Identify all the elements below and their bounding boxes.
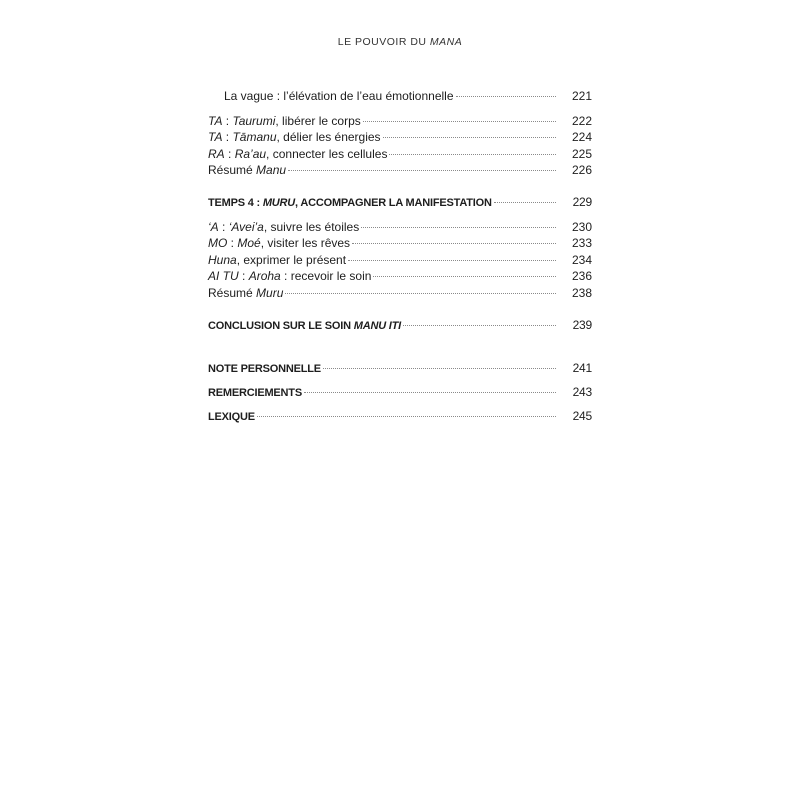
toc-label-italic-2: Taurumi — [232, 113, 276, 128]
toc-label — [208, 162, 286, 179]
toc-label — [208, 219, 359, 236]
toc-label: REMERCIEMENTS — [208, 387, 302, 400]
toc-label-italic-2: ‘Avei’a — [228, 219, 264, 234]
toc-page-number: 243 — [572, 385, 592, 400]
toc-label-rest: , connecter les cellules — [266, 146, 388, 161]
toc-label-rest: , libérer le corps — [275, 113, 361, 128]
toc-label-sep: : — [218, 219, 229, 234]
toc-label — [208, 268, 371, 285]
dot-leader — [304, 392, 556, 393]
toc-entry-note-personnelle — [208, 356, 592, 380]
toc-page-number: 236 — [571, 269, 592, 284]
running-head-prefix: LE POUVOIR DU — [337, 36, 430, 48]
toc-label — [208, 235, 350, 252]
toc-page-number: 239 — [572, 317, 592, 332]
table-of-contents — [208, 88, 592, 428]
dot-leader — [361, 227, 556, 228]
toc-entry-temps-4 — [208, 194, 592, 211]
dot-leader — [456, 96, 557, 97]
dot-leader — [285, 293, 556, 294]
toc-page-number: 226 — [571, 163, 592, 178]
toc-page-number: 229 — [572, 194, 592, 209]
toc-label-italic-2: Ra’au — [234, 146, 267, 161]
toc-label-pre: CONCLUSION SUR LE SOIN — [208, 319, 354, 332]
toc-label: La vague : l’élévation de l’eau émotionnelle — [224, 89, 454, 103]
toc-page-number: 238 — [571, 285, 592, 300]
toc-label-rest: : recevoir le soin — [280, 269, 372, 284]
toc-label: NOTE PERSONNELLE — [208, 363, 321, 376]
running-head — [0, 36, 800, 48]
toc-page-number: 225 — [571, 146, 592, 161]
toc-label-sep: : — [222, 130, 233, 145]
toc-label-italic-2: Aroha — [248, 269, 281, 284]
dot-leader — [373, 276, 556, 277]
toc-label — [208, 285, 283, 302]
toc-label-sep: : — [222, 113, 233, 128]
toc-label-italic: Huna — [208, 252, 237, 267]
toc-label-rest: , délier les énergies — [276, 130, 381, 145]
dot-leader — [323, 368, 556, 369]
dot-leader — [403, 325, 556, 326]
toc-label-sep: : — [238, 269, 249, 284]
toc-label-italic: Manu — [256, 163, 287, 178]
toc-entry-remerciements — [208, 380, 592, 404]
toc-page-number: 234 — [571, 252, 592, 267]
toc-entry-mo-moe — [208, 235, 592, 252]
toc-page-number: 233 — [571, 236, 592, 251]
toc-label-italic: TA — [208, 113, 223, 128]
toc-label-italic: TA — [208, 130, 223, 145]
toc-entry-ta-taurumi — [208, 113, 592, 130]
toc-label: LEXIQUE — [208, 411, 255, 424]
toc-page-number: 230 — [571, 219, 592, 234]
toc-label — [208, 113, 361, 130]
toc-label-italic: Muru — [256, 285, 284, 300]
toc-entry-ai-tu-aroha — [208, 268, 592, 285]
toc-label-sep: : — [227, 236, 238, 251]
dot-leader — [363, 121, 556, 122]
toc-label-italic: AI TU — [208, 269, 239, 284]
toc-entry-vague — [208, 88, 592, 105]
toc-label — [208, 195, 492, 212]
toc-label-italic-2: Tāmanu — [232, 130, 277, 145]
toc-page-number: 224 — [571, 130, 592, 145]
toc-entry-ta-tamanu — [208, 129, 592, 146]
dot-leader — [257, 416, 556, 417]
toc-label-italic: ‘A — [208, 219, 219, 234]
toc-label-italic-2: Moé — [237, 236, 261, 251]
toc-label — [208, 129, 381, 146]
toc-label-rest: , exprimer le présent — [236, 252, 347, 267]
toc-entry-a-aveia — [208, 219, 592, 236]
toc-label-italic: MO — [208, 236, 228, 251]
dot-leader — [389, 154, 556, 155]
toc-label-rest: , ACCOMPAGNER LA MANIFESTATION — [295, 196, 492, 209]
toc-label-italic: MANU ITI — [353, 319, 402, 332]
dot-leader — [383, 137, 556, 138]
dot-leader — [494, 202, 556, 203]
toc-label — [208, 146, 387, 163]
toc-label-italic: MURU — [262, 196, 296, 209]
toc-label-pre: TEMPS 4 : — [208, 196, 263, 209]
toc-entry-resume-manu — [208, 162, 592, 179]
dot-leader — [288, 170, 556, 171]
toc-label-rest: , visiter les rêves — [260, 236, 351, 251]
dot-leader — [348, 260, 556, 261]
dot-leader — [352, 243, 556, 244]
running-head-italic: MANA — [429, 36, 463, 48]
toc-label-pre: Résumé — [208, 285, 257, 300]
toc-label-italic: RA — [208, 146, 225, 161]
toc-label-pre: Résumé — [208, 163, 257, 178]
toc-label — [208, 252, 346, 269]
toc-label — [208, 318, 401, 335]
toc-entry-conclusion — [208, 317, 592, 334]
toc-label-sep: : — [224, 146, 235, 161]
toc-entry-ra-raau — [208, 146, 592, 163]
toc-label-rest: , suivre les étoiles — [263, 219, 360, 234]
toc-page-number: 222 — [571, 113, 592, 128]
toc-page-number: 221 — [571, 89, 592, 103]
toc-entry-huna — [208, 252, 592, 269]
toc-entry-resume-muru — [208, 285, 592, 302]
toc-page-number: 241 — [572, 361, 592, 376]
toc-page-number: 245 — [572, 409, 592, 424]
toc-entry-lexique — [208, 404, 592, 428]
